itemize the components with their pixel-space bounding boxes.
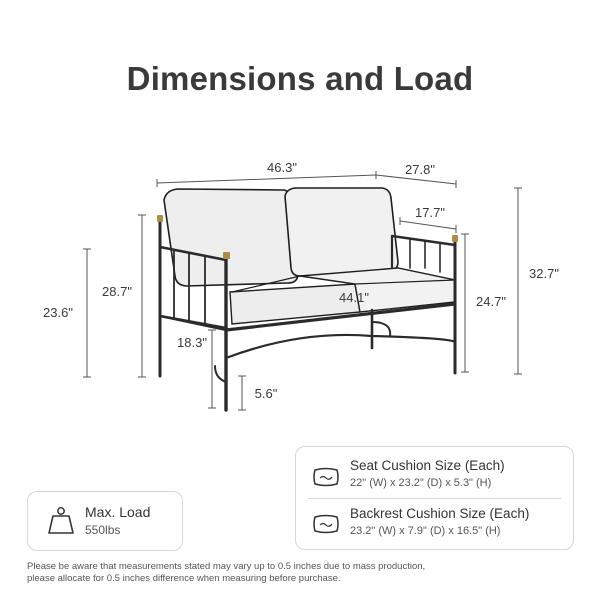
measurement-note bbox=[27, 561, 587, 585]
max-load-card bbox=[27, 491, 183, 551]
weight-icon bbox=[48, 506, 74, 536]
dim-leg-clearance: 5.6" bbox=[254, 386, 278, 401]
dim-seat-height: 18.3" bbox=[177, 335, 207, 350]
card-divider bbox=[308, 498, 561, 499]
max-load-value: 550lbs bbox=[85, 523, 121, 537]
back-cushion-left bbox=[164, 189, 298, 286]
seat-cushion-title: Seat Cushion Size (Each) bbox=[350, 458, 505, 473]
page-title: Dimensions and Load bbox=[126, 60, 474, 97]
max-load-title: Max. Load bbox=[85, 504, 151, 520]
dim-height-back: 28.7" bbox=[102, 284, 132, 299]
backrest-cushion-title: Backrest Cushion Size (Each) bbox=[350, 506, 530, 521]
backrest-cushion-size: 23.2" (W) x 7.9" (D) x 16.5" (H) bbox=[350, 525, 501, 537]
dim-height-arm-right: 24.7" bbox=[476, 294, 506, 309]
cushion-size-card bbox=[295, 446, 574, 550]
dim-depth-total: 27.8" bbox=[405, 162, 435, 177]
dim-height-total: 32.7" bbox=[529, 266, 559, 281]
dim-width-total: 46.3" bbox=[267, 160, 297, 175]
seat-cushion-size: 22" (W) x 23.2" (D) x 5.3" (H) bbox=[350, 477, 492, 489]
measurement-note-line-2: please allocate for 0.5 inches difference when measuring before purchase. bbox=[27, 573, 341, 584]
loveseat-illustration bbox=[157, 188, 458, 410]
dim-seat-width: 44.1" bbox=[339, 290, 369, 305]
dim-arm-depth: 17.7" bbox=[415, 205, 445, 220]
back-cushion-right bbox=[285, 188, 398, 276]
dim-height-arm: 23.6" bbox=[43, 305, 73, 320]
measurement-note-line-1: Please be aware that measurements stated may vary up to 0.5 inches due to mass production, bbox=[27, 561, 426, 572]
cushion-icon bbox=[313, 514, 339, 534]
cushion-icon bbox=[313, 467, 339, 487]
